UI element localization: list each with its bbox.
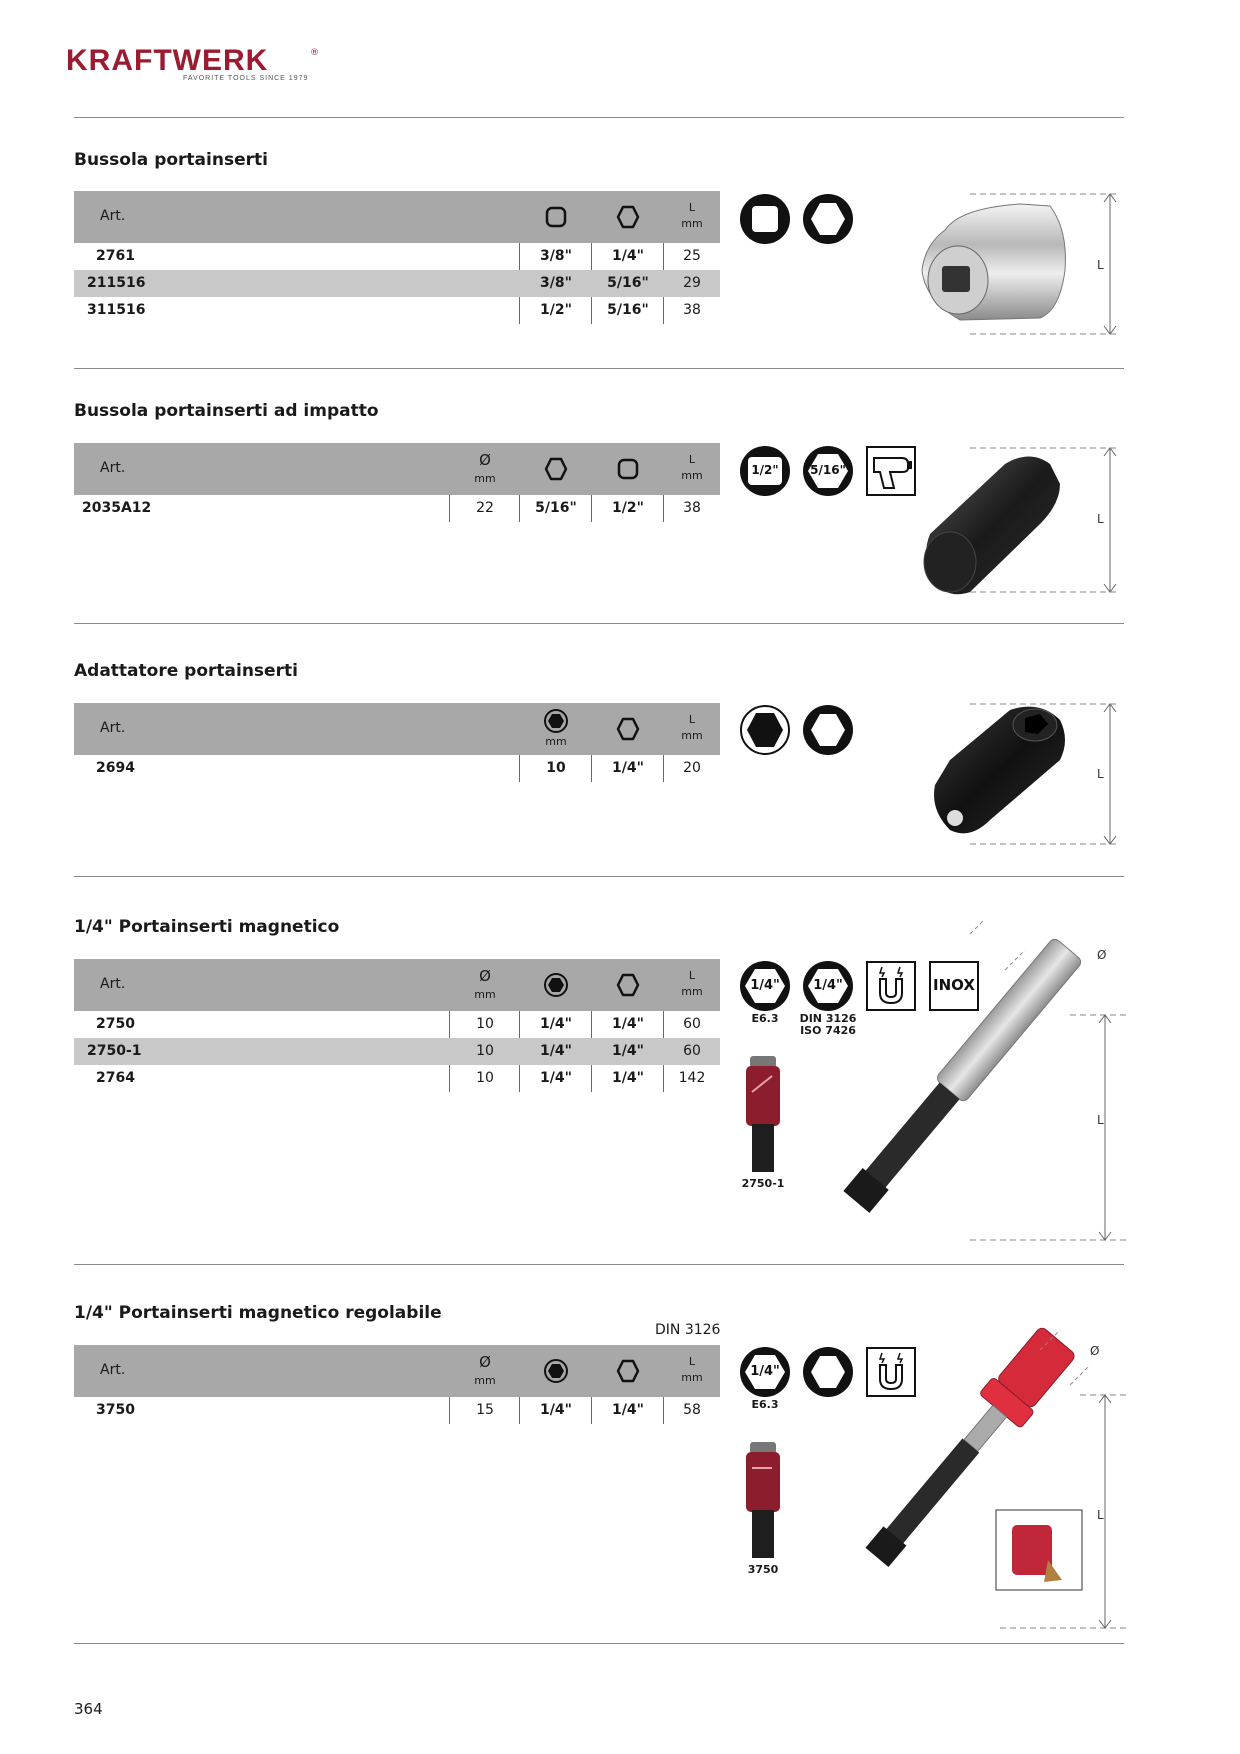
adapter-image <box>910 700 1140 848</box>
length-value: 20 <box>683 760 701 776</box>
hex-icon <box>803 705 853 755</box>
product-table <box>74 1345 720 1425</box>
table-row <box>74 1011 720 1038</box>
art-number: 3750 <box>96 1402 135 1418</box>
art-number: 2750-1 <box>87 1043 142 1059</box>
hex-icon <box>742 707 788 753</box>
hex-drive-badge <box>803 446 853 496</box>
art-number: 211516 <box>87 275 146 291</box>
art-header: Art. <box>100 720 126 736</box>
diameter-value: 10 <box>476 1070 494 1086</box>
badge-label: 1/4" <box>750 978 780 993</box>
table-row <box>74 755 720 782</box>
section-title: Bussola portainserti ad impatto <box>74 401 379 421</box>
badge-caption: DIN 3126 ISO 7426 <box>799 1012 857 1037</box>
hex-socket-header <box>520 959 592 1011</box>
diameter-header: Ø mm <box>474 451 496 485</box>
hex-socket-size: 1/4" <box>540 1070 572 1086</box>
square-drive-header <box>520 191 592 243</box>
hex-icon <box>520 443 592 495</box>
hex-icon <box>592 703 664 755</box>
table-row <box>74 297 720 324</box>
art-header: Art. <box>100 1362 126 1378</box>
hex-shank-badge <box>740 961 790 1011</box>
length-value: 25 <box>683 248 701 264</box>
hex-icon <box>592 191 664 243</box>
badge-label: 1/4" <box>813 978 843 993</box>
table-row <box>74 243 720 270</box>
brand-tagline: FAVORITE TOOLS SINCE 1979 <box>183 75 309 82</box>
length-label: L <box>1097 1113 1104 1127</box>
art-number: 2694 <box>96 760 135 776</box>
square-size: 1/2" <box>612 500 644 516</box>
art-number: 2764 <box>96 1070 135 1086</box>
hex-socket-size: 1/4" <box>540 1043 572 1059</box>
diameter-value: 10 <box>476 1043 494 1059</box>
length-value: 142 <box>678 1070 706 1086</box>
hex-icon <box>592 959 664 1011</box>
product-table <box>74 443 720 523</box>
impact-wrench-icon <box>868 448 914 494</box>
hex-size: 1/4" <box>612 248 644 264</box>
square-icon <box>740 194 790 244</box>
hex-size: 1/4" <box>612 760 644 776</box>
badge-label: 1/2" <box>751 463 779 477</box>
square-drive-header <box>592 443 664 495</box>
table-row <box>74 270 720 297</box>
hex-socket-size: 10 <box>546 760 566 776</box>
diameter-value: 22 <box>476 500 494 516</box>
hex-socket-icon <box>520 959 592 1011</box>
hex-drive-header <box>592 959 664 1011</box>
bit-holder-variant-image <box>738 1052 788 1177</box>
divider <box>74 368 1124 369</box>
badge-label: 1/4" <box>750 1364 780 1379</box>
table-header <box>74 959 720 1011</box>
inox-label: INOX <box>933 976 975 994</box>
art-number: 2750 <box>96 1016 135 1032</box>
hex-size: 5/16" <box>535 500 577 516</box>
length-header: L mm <box>681 1355 703 1384</box>
length-value: 60 <box>683 1043 701 1059</box>
hex-size: 1/4" <box>612 1402 644 1418</box>
product-table <box>74 959 720 1094</box>
square-size: 3/8" <box>540 275 572 291</box>
hex-socket-size: 1/4" <box>540 1402 572 1418</box>
badge-label: 5/16" <box>810 463 846 477</box>
standard-label: DIN 3126 <box>655 1322 721 1338</box>
table-row <box>74 1038 720 1065</box>
hex-drive-header <box>592 703 664 755</box>
table-row <box>74 1065 720 1092</box>
brand-name: KRAFTWERK <box>66 44 269 77</box>
diameter-header: Ø mm <box>474 967 496 1001</box>
length-label: L <box>1097 512 1104 526</box>
hex-drive-badge <box>803 705 853 755</box>
divider <box>74 876 1124 877</box>
hex-drive-badge <box>803 194 853 244</box>
adjustable-magnetic-bit-holder-image <box>800 1310 1140 1635</box>
length-label: L <box>1097 258 1104 272</box>
square-drive-icon <box>592 443 664 495</box>
hex-drive-header <box>592 191 664 243</box>
diameter-label: Ø <box>1090 1344 1100 1358</box>
section-title: Adattatore portainserti <box>74 661 298 681</box>
hex-size: 1/4" <box>612 1070 644 1086</box>
art-header: Art. <box>100 460 126 476</box>
length-value: 38 <box>683 302 701 318</box>
section-title: 1/4" Portainserti magnetico <box>74 917 340 937</box>
art-number: 2761 <box>96 248 135 264</box>
divider <box>74 1264 1124 1265</box>
product-table <box>74 703 720 783</box>
hex-socket-icon <box>520 707 592 737</box>
variant-label: 3750 <box>747 1563 779 1576</box>
impact-socket-image <box>910 444 1140 596</box>
divider <box>74 623 1124 624</box>
length-header: L mm <box>681 201 703 230</box>
hex-icon <box>803 194 853 244</box>
length-header: L mm <box>681 453 703 482</box>
length-value: 38 <box>683 500 701 516</box>
bit-holder-variant-image <box>738 1438 788 1563</box>
table-header <box>74 703 720 755</box>
badge-caption: E6.3 <box>751 1398 779 1411</box>
length-label: L <box>1097 767 1104 781</box>
magnetic-bit-holder-image <box>800 920 1140 1245</box>
length-value: 29 <box>683 275 701 291</box>
product-table <box>74 191 720 321</box>
variant-label: 2750-1 <box>741 1177 785 1190</box>
square-size: 3/8" <box>540 248 572 264</box>
square-drive-badge <box>740 446 790 496</box>
hex-icon <box>592 1345 664 1397</box>
hex-socket-size: 1/4" <box>540 1016 572 1032</box>
hex-size: 5/16" <box>607 275 649 291</box>
hex-size: 5/16" <box>607 302 649 318</box>
length-label: L <box>1097 1508 1104 1522</box>
length-value: 58 <box>683 1402 701 1418</box>
registered-mark: ® <box>310 48 319 58</box>
length-header: L mm <box>681 969 703 998</box>
length-value: 60 <box>683 1016 701 1032</box>
section-title: 1/4" Portainserti magnetico regolabile <box>74 1303 442 1323</box>
hex-male-badge <box>740 705 790 755</box>
divider <box>74 1643 1124 1644</box>
art-header: Art. <box>100 976 126 992</box>
hex-shank-badge <box>740 1347 790 1397</box>
table-header <box>74 1345 720 1397</box>
square-size: 1/2" <box>540 302 572 318</box>
hex-drive-header <box>520 443 592 495</box>
badge-caption: E6.3 <box>751 1012 779 1025</box>
length-header: L mm <box>681 713 703 742</box>
table-row <box>74 1397 720 1424</box>
socket-adapter-image <box>900 190 1140 340</box>
diameter-header: Ø mm <box>474 1353 496 1387</box>
page-number: 364 <box>74 1700 103 1718</box>
art-number: 2035A12 <box>82 500 152 516</box>
square-drive-icon <box>520 191 592 243</box>
art-header: Art. <box>100 208 126 224</box>
hex-socket-icon <box>520 1345 592 1397</box>
hex-socket-header: mm <box>520 703 592 755</box>
impact-wrench-badge <box>866 446 916 496</box>
table-header <box>74 443 720 495</box>
divider <box>74 117 1124 118</box>
hex-socket-header <box>520 1345 592 1397</box>
art-number: 311516 <box>87 302 146 318</box>
brand-logo <box>66 46 326 88</box>
hex-drive-header <box>592 1345 664 1397</box>
hex-size: 1/4" <box>612 1043 644 1059</box>
diameter-label: Ø <box>1097 948 1107 962</box>
table-row <box>74 495 720 522</box>
hex-size: 1/4" <box>612 1016 644 1032</box>
square-drive-badge <box>740 194 790 244</box>
table-header <box>74 191 720 243</box>
diameter-value: 15 <box>476 1402 494 1418</box>
section-title: Bussola portainserti <box>74 150 268 170</box>
diameter-value: 10 <box>476 1016 494 1032</box>
